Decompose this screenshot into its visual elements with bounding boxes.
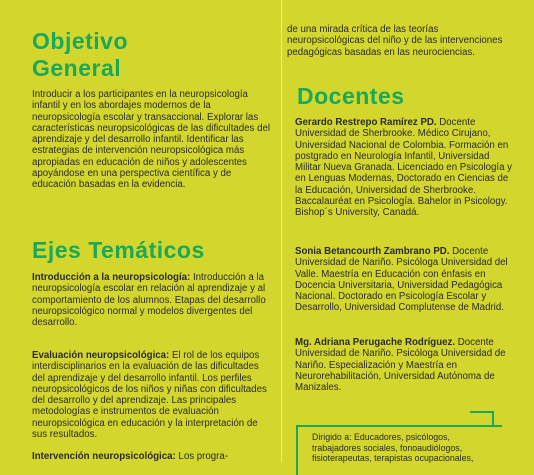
eje-evaluacion-label: Evaluación neuropsicológica:: [32, 350, 170, 361]
eje-evaluacion-text: El rol de los equipos interdisciplinarios en la evaluación de las dificultades del aprendizaje y del desarrollo infantil. Los perfiles neuropsicológicos de los niños y niñas con dificultades del desarrollo y del aprendizaje. Las principales metodologías e instrumentos de evaluación neuropsicológica en educación y la interpretación de sus resultados.: [32, 350, 267, 441]
column-divider: [281, 0, 282, 462]
docente-1-text: Docente Universidad de Sherbrooke. Médico Cirujano, Universidad Nacional de Colombia. Formación en postgrado en Neurología Infantil, Universidad Militar Nueva Granada. Licenciado en Psicología y en Lenguas Modernas, Doctorado en Ciencias de la Educación, Universidad de Sherbrooke. Baccalauréat en Psicología. Bahelor in Psicology. Bishop´s University, Canadá.: [295, 117, 513, 219]
ejes-heading: Ejes Temáticos: [32, 237, 205, 263]
dirigido-text: Dirigido a: Educadores, psicólogos, trabajadores sociales, fonoaudiólogos, fisioterapeutas, terapistas ocupacionales,: [312, 432, 474, 463]
objetivo-title-line2: General: [32, 55, 122, 81]
docente-2: [295, 246, 517, 314]
eje-evaluacion: [32, 350, 272, 440]
objetivo-title-line1: Objetivo: [32, 28, 129, 54]
eje-intervencion-text: Los progra-: [175, 451, 228, 462]
eje-intervencion: [32, 451, 272, 462]
docente-1-name: Gerardo Restrepo Ramírez PD.: [295, 117, 437, 128]
docente-3: [295, 337, 517, 393]
dirigido-frame-accent-right: [492, 411, 494, 425]
eje-intervencion-label: Intervención neuropsicológica:: [32, 451, 176, 462]
docentes-heading: Docentes: [297, 83, 405, 109]
docente-3-text: Docente Universidad de Nariño. Psicóloga Universidad de Nariño. Especialización y Maestría en Neurorehabilitación, Universidad Autónoma de Manizales.: [295, 337, 506, 394]
eje-introduccion: [32, 272, 272, 328]
docente-1: [295, 117, 517, 219]
docente-2-text: Docente Universidad de Nariño. Psicóloga Universidad del Valle. Maestría en Educación con énfasis en Docencia Universitaria, Universidad Pedagógica Nacional. Doctorado en Psicología Escolar y Desarrollo, Universidad Complutense de Madrid.: [295, 246, 508, 314]
ejes-continuation: de una mirada crítica de las teorías neuropsicológicas del niño y de las intervenciones pedagógicas basadas en las neurociencias.: [287, 24, 503, 58]
objetivo-text: Introducir a los participantes en la neuropsicología infantil y en los abordajes modernos de la neuropsicología escolar y transaccional. Explorar las características neuropsicológicas de las dificultades del aprendizaje y del desarrollo infantil. Identificar las estrategias de intervención neuropsicológica más apropiadas en educación de niños y adolescentes apoyándose en una perspectiva científica y de educación basadas en la evidencia.: [32, 89, 271, 191]
dirigido-box: [296, 425, 502, 475]
eje-introduccion-text: Introducción a la neuropsicología escolar en relación al aprendizaje y al comportamiento de los alumnos. Etapas del desarrollo neuropsicológico normal y modelos divergentes del desarrollo.: [32, 272, 266, 329]
eje-introduccion-label: Introducción a la neuropsicología:: [32, 272, 191, 283]
objetivo-heading: [32, 28, 128, 82]
dirigido-frame-accent-top: [470, 411, 494, 413]
docente-3-name: Mg. Adriana Perugache Rodríguez.: [295, 337, 456, 348]
docente-2-name: Sonia Betancourth Zambrano PD.: [295, 246, 450, 257]
